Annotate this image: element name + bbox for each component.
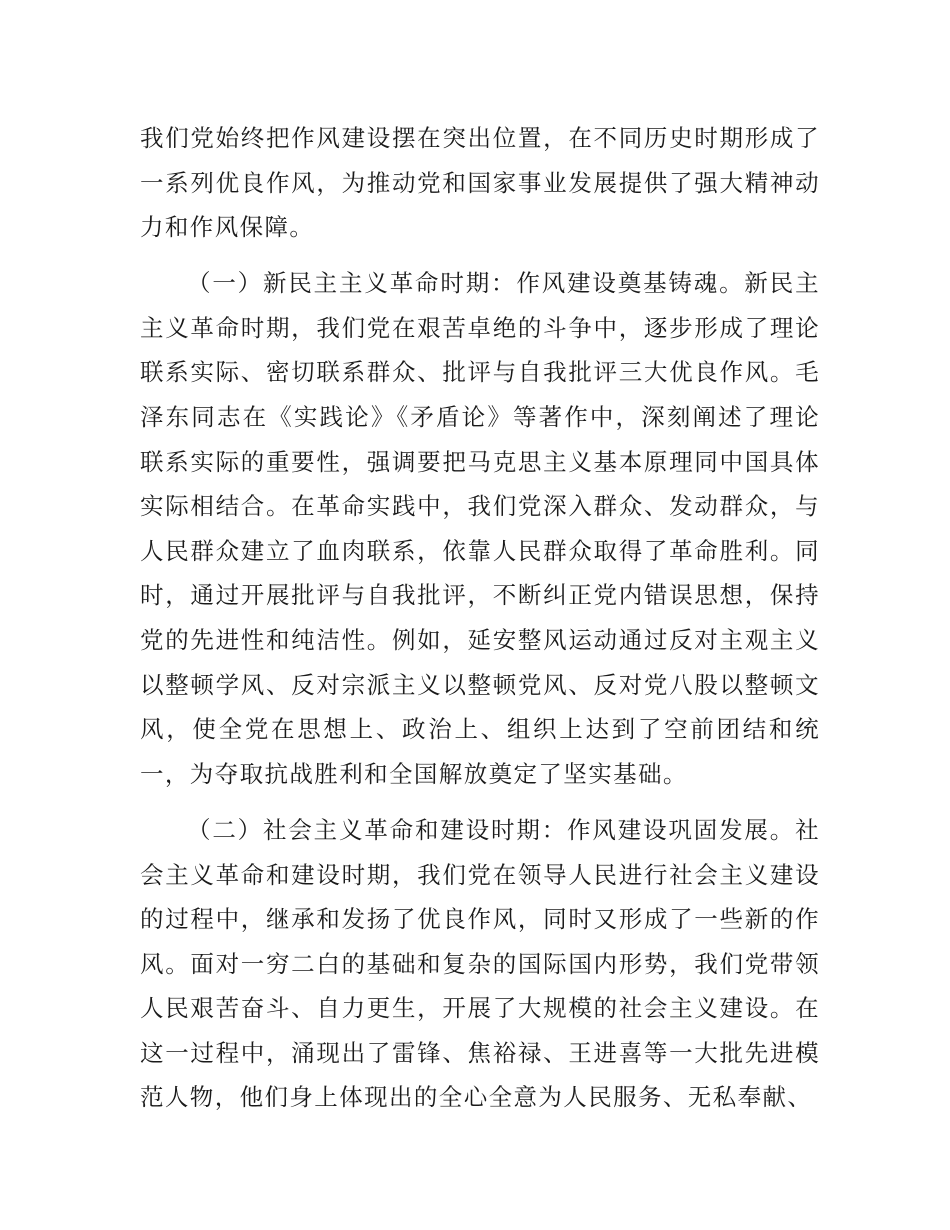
document-page [140,116,820,1132]
intro-paragraph: 我们党始终把作风建设摆在突出位置，在不同历史时期形成了一系列优良作风，为推动党和国家事业发展提供了强大精神动力和作风保障。 [140,124,820,242]
section-two-paragraph: （二）社会主义革命和建设时期：作风建设巩固发展。社会主义革命和建设时期，我们党在领导人民进行社会主义建设的过程中，继承和发扬了优良作风，同时又形成了一些新的作风。面对一穷二白的基础和复杂的国际国内形势，我们党带领人民艰苦奋斗、自力更生，开展了大规模的社会主义建设。在这一过程中，涌现出了雷锋、焦裕禄、王进喜等一大批先进模范人物，他们身上体现出的全心全意为人民服务、无私奉献、 [140,815,820,1112]
section-one-paragraph: （一）新民主主义革命时期：作风建设奠基铸魂。新民主主义革命时期，我们党在艰苦卓绝的斗争中，逐步形成了理论联系实际、密切联系群众、批评与自我批评三大优良作风。毛泽东同志在《实践论》《矛盾论》等著作中，深刻阐述了理论联系实际的重要性，强调要把马克思主义基本原理同中国具体实际相结合。在革命实践中，我们党深入群众、发动群众，与人民群众建立了血肉联系，依靠人民群众取得了革命胜利。同时，通过开展批评与自我批评，不断纠正党内错误思想，保持党的先进性和纯洁性。例如，延安整风运动通过反对主观主义以整顿学风、反对宗派主义以整顿党风、反对党八股以整顿文风，使全党在思想上、政治上、组织上达到了空前团结和统一，为夺取抗战胜利和全国解放奠定了坚实基础。 [140,269,820,788]
